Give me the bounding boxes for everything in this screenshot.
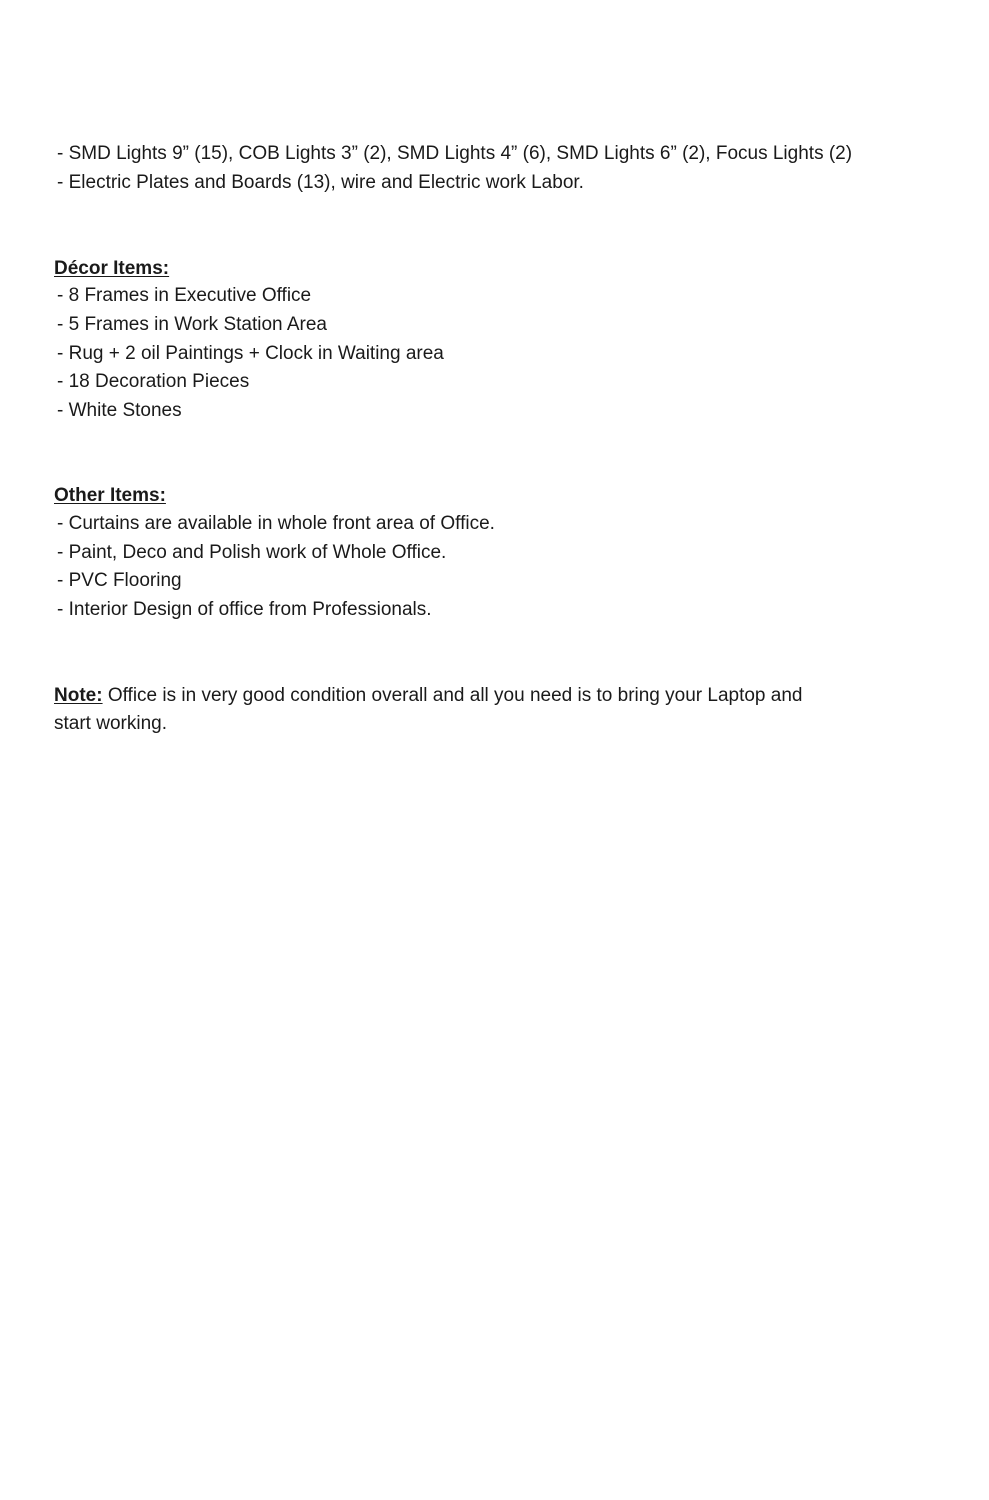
decor-item: - White Stones: [57, 400, 182, 421]
decor-item: - Rug + 2 oil Paintings + Clock in Waiting area: [57, 343, 444, 364]
other-item: - Curtains are available in whole front area of Office.: [57, 513, 495, 534]
note-line-2: start working.: [54, 713, 167, 734]
lighting-line-1: - SMD Lights 9” (15), COB Lights 3” (2), SMD Lights 4” (6), SMD Lights 6” (2), Focus Lights (2): [57, 143, 853, 164]
decor-item: - 18 Decoration Pieces: [57, 371, 250, 392]
decor-item: - 8 Frames in Executive Office: [57, 285, 312, 306]
lighting-line-2: - Electric Plates and Boards (13), wire and Electric work Labor.: [57, 172, 584, 193]
other-item: - Paint, Deco and Polish work of Whole Office.: [57, 542, 447, 563]
decor-heading: Décor Items:: [54, 258, 170, 279]
other-item: - PVC Flooring: [57, 570, 182, 591]
decor-item: - 5 Frames in Work Station Area: [57, 314, 327, 335]
note-label: Note:: [54, 685, 103, 706]
other-heading: Other Items:: [54, 485, 166, 506]
note-line-1: [54, 684, 802, 708]
other-item: - Interior Design of office from Professionals.: [57, 599, 432, 620]
note-text: Office is in very good condition overall and all you need is to bring your Laptop and: [102, 685, 803, 706]
